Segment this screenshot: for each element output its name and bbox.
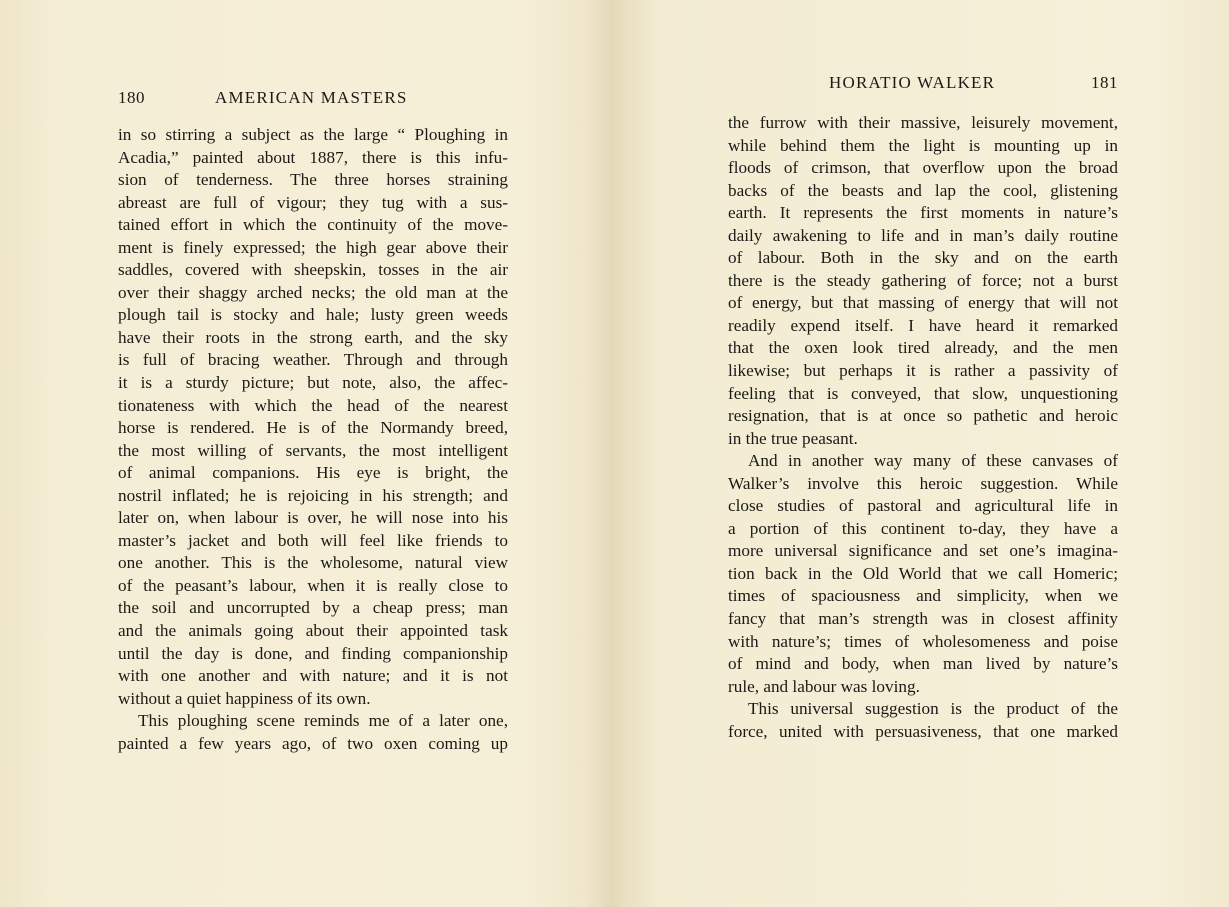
text-line: Walker’s involve this heroic suggestion. While — [728, 473, 1118, 493]
text-line: have their roots in the strong earth, and the sky — [118, 327, 508, 347]
text-line: more universal significance and set one’s imagina- — [728, 541, 1118, 561]
text-line: over their shaggy arched necks; the old man at the — [118, 282, 508, 302]
text-line: and the animals going about their appointed task — [118, 621, 508, 641]
text-line: saddles, covered with sheepskin, tosses in the air — [118, 260, 508, 280]
text-line: later on, when labour is over, he will nose into his — [118, 508, 508, 528]
text-line: nostril inflated; he is rejoicing in his strength; and — [118, 485, 508, 505]
running-head: HORATIO WALKER — [829, 73, 996, 92]
text-line: the furrow with their massive, leisurely movement, — [728, 113, 1118, 132]
text-line: of mind and body, when man lived by nature’s — [728, 654, 1118, 674]
page-number: 181 — [1091, 73, 1118, 92]
text-line: feeling that is conveyed, that slow, unquestioning — [728, 383, 1118, 403]
text-line: in so stirring a subject as the large “ Ploughing in — [118, 125, 508, 144]
text-line: horse is rendered. He is of the Normandy breed, — [118, 418, 508, 438]
text-line: there is the steady gathering of force; not a burst — [728, 270, 1118, 290]
text-line: likewise; but perhaps it is rather a passivity of — [728, 361, 1118, 381]
text-line: with nature’s; times of wholesomeness and poise — [728, 631, 1118, 651]
text-line: times of spaciousness and simplicity, when we — [728, 586, 1118, 606]
text-line: is full of bracing weather. Through and through — [118, 350, 508, 370]
page-number: 180 — [118, 88, 145, 107]
text-line: without a quiet happiness of its own. — [118, 688, 371, 708]
text-line: one another. This is the wholesome, natural view — [118, 553, 508, 573]
text-line: in the true peasant. — [728, 428, 858, 448]
text-line: daily awakening to life and in man’s daily routine — [728, 225, 1118, 245]
text-line: earth. It represents the first moments in nature’s — [728, 203, 1118, 223]
text-line: floods of crimson, that overflow upon the broad — [728, 158, 1118, 178]
text-line: fancy that man’s strength was in closest affinity — [728, 609, 1118, 629]
text-line: of energy, but that massing of energy that will not — [728, 293, 1118, 313]
text-line: tionateness with which the head of the nearest — [118, 395, 508, 415]
text-line: master’s jacket and both will feel like friends to — [118, 530, 508, 550]
text-line: rule, and labour was loving. — [728, 676, 920, 696]
text-line: it is a sturdy picture; but note, also, the affec- — [118, 373, 508, 393]
text-line: of the peasant’s labour, when it is really close to — [118, 575, 508, 595]
text-line: force, united with persuasiveness, that one marked — [728, 721, 1118, 741]
text-line: with one another and with nature; and it is not — [118, 666, 508, 686]
text-line: tion back in the Old World that we call Homeric; — [728, 563, 1118, 583]
text-line: Acadia,” painted about 1887, there is this infu- — [118, 147, 508, 167]
text-line: readily expend itself. I have heard it remarked — [728, 315, 1118, 335]
text-line: the most willing of servants, the most intelligent — [118, 440, 508, 460]
right-page — [614, 0, 1229, 907]
text-line: This universal suggestion is the product of the — [748, 699, 1118, 719]
text-line: close studies of pastoral and agricultural life in — [728, 496, 1118, 516]
text-line: the soil and uncorrupted by a cheap press; man — [118, 598, 508, 618]
text-line: This ploughing scene reminds me of a later one, — [138, 711, 508, 731]
text-line: painted a few years ago, of two oxen coming up — [118, 733, 508, 753]
text-line: a portion of this continent to-day, they have a — [728, 518, 1118, 538]
text-line: backs of the beasts and lap the cool, glistening — [728, 180, 1118, 200]
text-line: And in another way many of these canvases of — [748, 451, 1118, 471]
text-line: ment is finely expressed; the high gear above their — [118, 237, 508, 257]
text-line: that the oxen look tired already, and the men — [728, 338, 1118, 358]
text-line: tained effort in which the continuity of the move- — [118, 215, 508, 235]
text-line: plough tail is stocky and hale; lusty green weeds — [118, 305, 508, 325]
left-page — [0, 0, 614, 907]
text-line: abreast are full of vigour; they tug with a sus- — [118, 192, 508, 212]
text-line: while behind them the light is mounting up in — [728, 135, 1118, 155]
body-text — [118, 124, 508, 755]
text-line: sion of tenderness. The three horses straining — [118, 170, 508, 190]
text-line: of labour. Both in the sky and on the earth — [728, 248, 1118, 268]
text-line: resignation, that is at once so pathetic and heroic — [728, 406, 1118, 426]
running-head: AMERICAN MASTERS — [215, 88, 408, 107]
body-text — [728, 112, 1118, 743]
text-line: of animal companions. His eye is bright, the — [118, 463, 508, 483]
text-line: until the day is done, and finding companionship — [118, 643, 508, 663]
